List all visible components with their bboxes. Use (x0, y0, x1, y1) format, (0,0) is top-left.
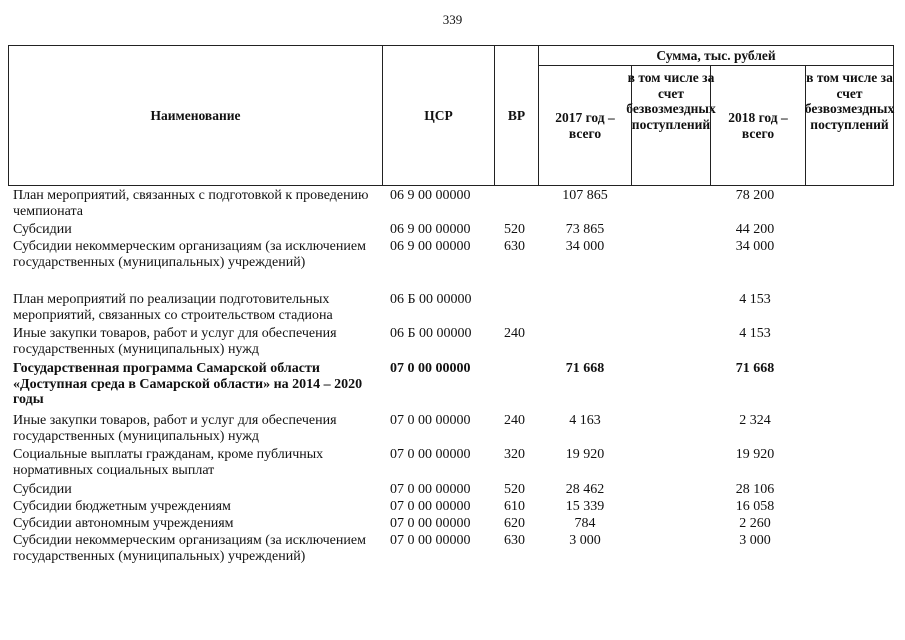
row-csr: 07 0 00 00000 (390, 533, 471, 548)
header-vr: ВР (494, 45, 539, 186)
row-2018: 3 000 (739, 533, 771, 548)
row-csr: 06 Б 00 00000 (390, 326, 472, 341)
row-name: Иные закупки товаров, работ и услуг для обеспечения государственных (муниципальных) нужд (13, 413, 337, 444)
row-csr: 07 0 00 00000 (390, 516, 471, 531)
row-vr: 610 (504, 499, 525, 514)
row-vr: 240 (504, 326, 525, 341)
row-2017: 15 339 (565, 499, 605, 514)
row-name: Государственная программа Самарской области «Доступная среда в Самарской области» на 2014 – 2020 годы (13, 361, 363, 407)
header-2018-incl: в том числе за счет безвозмездных поступлений (805, 65, 894, 186)
row-name: Иные закупки товаров, работ и услуг для обеспечения государственных (муниципальных) нужд (13, 326, 337, 357)
row-csr: 07 0 00 00000 (390, 447, 471, 462)
row-2017: 71 668 (565, 361, 605, 376)
row-vr: 620 (504, 516, 525, 531)
header-name: Наименование (8, 45, 383, 186)
row-2018: 4 153 (739, 326, 771, 341)
row-2018: 2 260 (739, 516, 771, 531)
row-csr: 06 Б 00 00000 (390, 292, 472, 307)
row-csr: 06 9 00 00000 (390, 222, 471, 237)
row-2018: 19 920 (735, 447, 775, 462)
header-2018-total: 2018 год – всего (710, 65, 806, 186)
row-2017: 107 865 (562, 188, 608, 203)
row-2018: 16 058 (735, 499, 775, 514)
row-vr: 520 (504, 222, 525, 237)
row-2017: 34 000 (565, 239, 605, 254)
row-csr: 07 0 00 00000 (390, 413, 471, 428)
row-2018: 4 153 (739, 292, 771, 307)
row-name: Субсидии автономным учреждениям (13, 516, 234, 531)
row-vr: 630 (504, 239, 525, 254)
row-2018: 78 200 (735, 188, 775, 203)
row-csr: 06 9 00 00000 (390, 188, 471, 203)
row-name: План мероприятий, связанных с подготовкой к проведению чемпионата (13, 188, 369, 219)
row-2017: 19 920 (565, 447, 605, 462)
row-2018: 44 200 (735, 222, 775, 237)
header-csr: ЦСР (382, 45, 495, 186)
header-2017-incl: в том числе за счет безвозмездных поступлений (631, 65, 711, 186)
row-vr: 320 (504, 447, 525, 462)
row-2017: 4 163 (569, 413, 601, 428)
row-name: Социальные выплаты гражданам, кроме публичных нормативных социальных выплат (13, 447, 324, 478)
row-2017: 784 (574, 516, 596, 531)
table-header (8, 45, 894, 186)
row-csr: 06 9 00 00000 (390, 239, 471, 254)
row-2018: 71 668 (735, 361, 775, 376)
row-2018: 34 000 (735, 239, 775, 254)
row-csr: 07 0 00 00000 (390, 499, 471, 514)
row-name: Субсидии некоммерческим организациям (за исключением государственных (муниципальных) учреждений) (13, 533, 366, 564)
header-sum: Сумма, тыс. рублей (538, 45, 894, 66)
page-number: 339 (442, 12, 463, 27)
header-2017-total: 2017 год – всего (538, 65, 632, 186)
row-2017: 28 462 (565, 482, 605, 497)
row-name: Субсидии некоммерческим организациям (за исключением государственных (муниципальных) учреждений) (13, 239, 366, 270)
row-name: Субсидии (13, 222, 72, 237)
row-2018: 2 324 (739, 413, 771, 428)
row-csr: 07 0 00 00000 (390, 482, 471, 497)
row-2017: 3 000 (569, 533, 601, 548)
row-vr: 520 (504, 482, 525, 497)
row-2017: 73 865 (565, 222, 605, 237)
row-csr: 07 0 00 00000 (390, 361, 471, 376)
row-vr: 630 (504, 533, 525, 548)
row-2018: 28 106 (735, 482, 775, 497)
row-name: Субсидии бюджетным учреждениям (13, 499, 231, 514)
row-name: План мероприятий по реализации подготовительных мероприятий, связанных со строительством стадиона (13, 292, 333, 323)
row-name: Субсидии (13, 482, 72, 497)
row-vr: 240 (504, 413, 525, 428)
